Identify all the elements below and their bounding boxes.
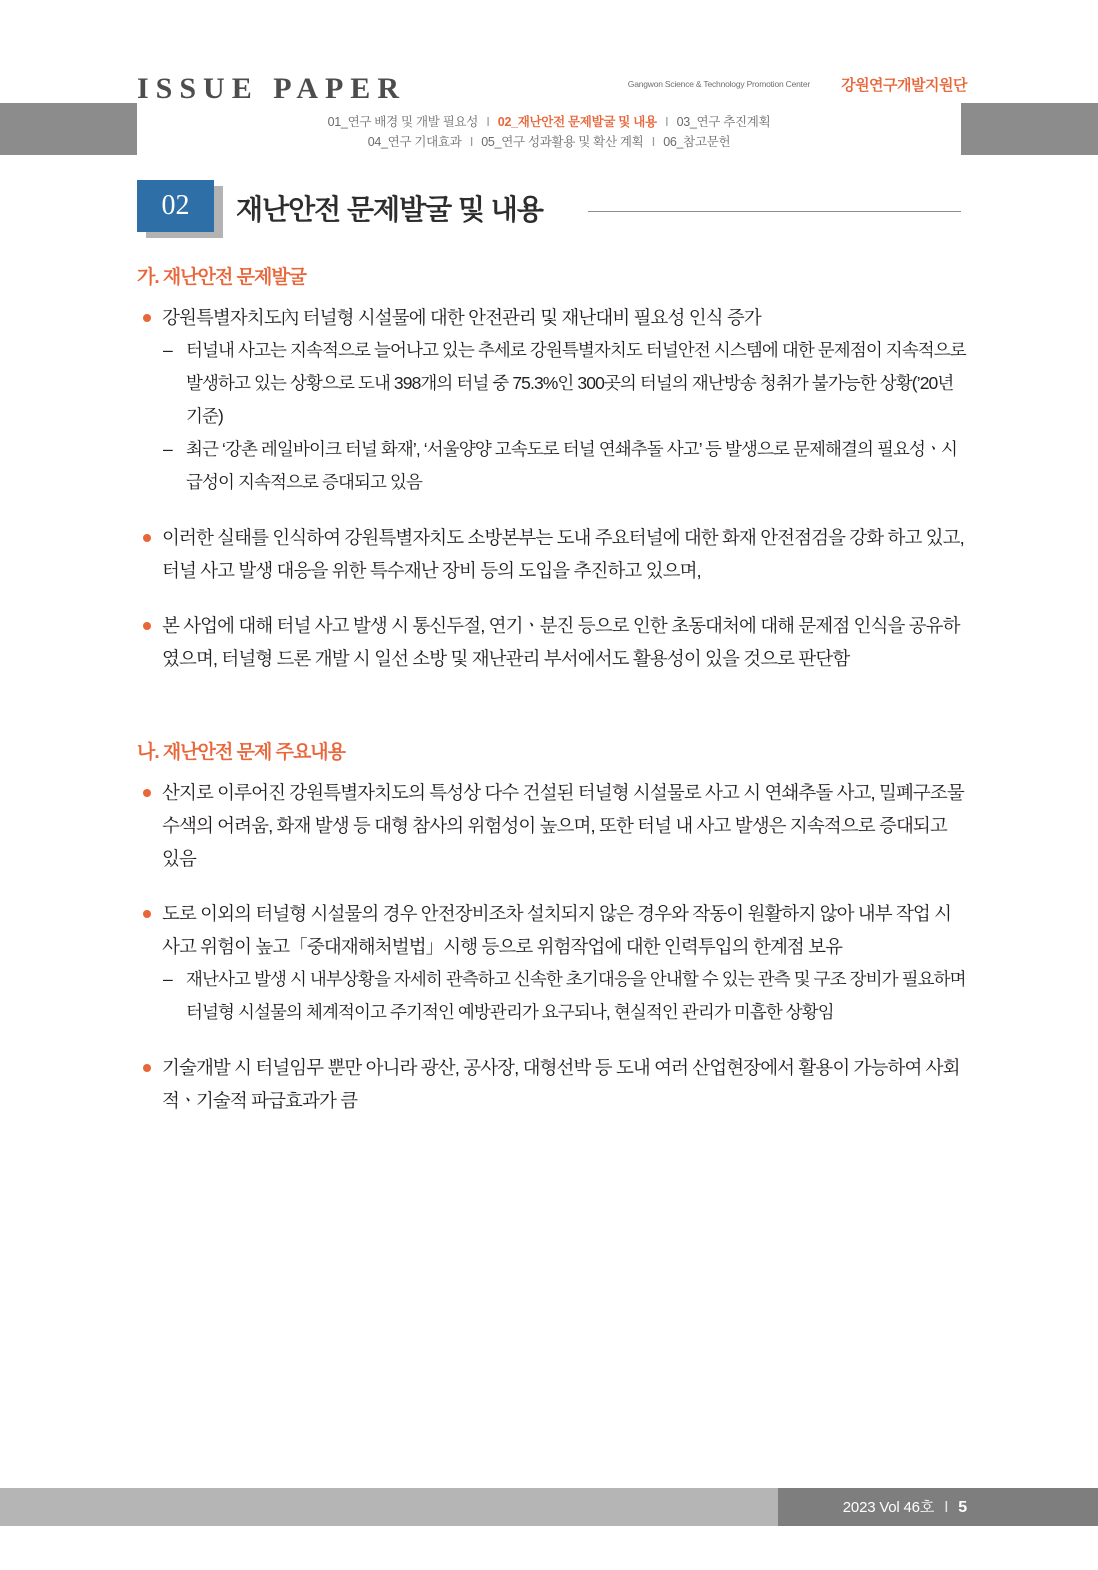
organization-name: 강원연구개발지원단 xyxy=(841,77,967,94)
section-title: 재난안전 문제발굴 및 내용 xyxy=(236,194,543,225)
table-of-contents xyxy=(137,112,961,152)
footer-info xyxy=(843,1496,967,1517)
document-title: ISSUE PAPER xyxy=(137,72,406,105)
bullet-item: 강원특별자치도內 터널형 시설물에 대한 안전관리 및 재난대비 필요성 인식 증가 xyxy=(137,301,967,334)
bullet-item: 기술개발 시 터널임무 뿐만 아니라 광산, 공사장, 대형선박 등 도내 여러 산업현장에서 활용이 가능하여 사회적ㆍ기술적 파급효과가 큼 xyxy=(137,1051,967,1117)
footer-issue: 2023 Vol 46호 xyxy=(842,1499,935,1516)
toc-separator: Ⅰ xyxy=(486,115,490,129)
subsection-heading-a: 가. 재난안전 문제발굴 xyxy=(137,267,307,288)
page-number: 5 xyxy=(958,1499,967,1516)
toc-separator: Ⅰ xyxy=(665,115,669,129)
toc-item-05[interactable]: 05_연구 성과활용 및 확산 계획 xyxy=(481,135,644,149)
section-divider xyxy=(588,211,961,212)
toc-item-01[interactable]: 01_연구 배경 및 개발 필요성 xyxy=(327,115,479,129)
document-body xyxy=(137,262,967,1117)
toc-separator: Ⅰ xyxy=(469,135,474,149)
bullet-item: 이러한 실태를 인식하여 강원특별자치도 소방본부는 도내 주요터널에 대한 화재 안전점검을 강화 하고 있고, 터널 사고 발생 대응을 위한 특수재난 장비 등의 도입을 추진하고 있으며, xyxy=(137,521,967,587)
dash-item: – 터널내 사고는 지속적으로 늘어나고 있는 추세로 강원특별자치도 터널안전 시스템에 대한 문제점이 지속적으로 발생하고 있는 상황으로 도내 398개의 터널 중 75.3%인 300곳의 터널의 재난방송 청취가 불가능한 상황(’20년 기준) xyxy=(137,334,967,433)
toc-row-1 xyxy=(137,112,961,132)
toc-item-02[interactable]: 02_재난안전 문제발굴 및 내용 xyxy=(497,115,657,129)
organization-subtitle: Gangwon Science & Technology Promotion Center xyxy=(627,79,810,89)
toc-item-03[interactable]: 03_연구 추진계획 xyxy=(676,115,771,129)
section-number-badge: 02 xyxy=(137,180,214,232)
toc-item-06[interactable]: 06_참고문헌 xyxy=(663,135,731,149)
toc-row-2 xyxy=(137,132,961,152)
dash-item: – 최근 ‘강촌 레일바이크 터널 화재’, ‘서울양양 고속도로 터널 연쇄추돌 사고’ 등 발생으로 문제해결의 필요성ㆍ시급성이 지속적으로 증대되고 있음 xyxy=(137,433,967,499)
dash-item: – 재난사고 발생 시 내부상황을 자세히 관측하고 신속한 초기대응을 안내할 수 있는 관측 및 구조 장비가 필요하며 터널형 시설물의 체계적이고 주기적인 예방관리가 요구되나, 현실적인 관리가 미흡한 상황임 xyxy=(137,963,967,1029)
subsection-heading-b: 나. 재난안전 문제 주요내용 xyxy=(137,742,346,763)
toc-separator: Ⅰ xyxy=(651,135,656,149)
bullet-item: 본 사업에 대해 터널 사고 발생 시 통신두절, 연기ㆍ분진 등으로 인한 초동대처에 대해 문제점 인식을 공유하였으며, 터널형 드론 개발 시 일선 소방 및 재난관리 부서에서도 활용성이 있을 것으로 판단함 xyxy=(137,609,967,675)
bullet-item: 도로 이외의 터널형 시설물의 경우 안전장비조차 설치되지 않은 경우와 작동이 원활하지 않아 내부 작업 시 사고 위험이 높고「중대재해처벌법」시행 등으로 위험작업에 대한 인력투입의 한계점 보유 xyxy=(137,897,967,963)
footer-separator: Ⅰ xyxy=(944,1499,949,1516)
toc-item-04[interactable]: 04_연구 기대효과 xyxy=(367,135,462,149)
bullet-item: 산지로 이루어진 강원특별자치도의 특성상 다수 건설된 터널형 시설물로 사고 시 연쇄추돌 사고, 밀폐구조물 수색의 어려움, 화재 발생 등 대형 참사의 위험성이 높으며, 또한 터널 내 사고 발생은 지속적으로 증대되고 있음 xyxy=(137,776,967,875)
